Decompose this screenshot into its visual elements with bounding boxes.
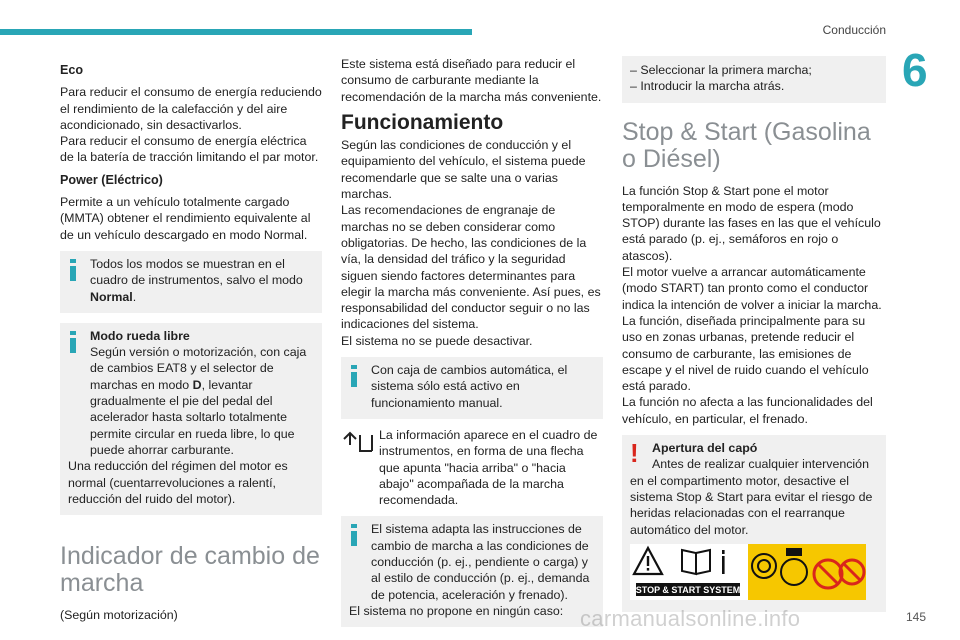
info-box-adapt-text: El sistema adapta las instrucciones de cambio de marcha a las condiciones de conducción (p. ej., pendiente o carga) y al estilo de conducción (p. ej., demanda de potencia, aceleración y frenado). (371, 522, 590, 602)
stop-start-p4: La función no afecta a las funcionalidades del vehículo, en particular, el frenado. (622, 395, 873, 426)
warning-title: Apertura del capó (652, 441, 758, 456)
eco-heading: Eco (60, 63, 84, 77)
funcionamiento-p2: Las recomendaciones de engranaje de marchas no se deben considerar como obligatorias. De hecho, las condiciones de la vía, la densidad del tráfico y la seguridad siguen siendo factores determinantes para elegir la marcha más conveniente. Así pues, es responsabilidad del conductor seguir o no las indicaciones del sistema. (341, 203, 601, 332)
list-item: – Introducir la marcha atrás. (630, 79, 785, 94)
info-box-text: Todos los modos se muestran en el cuadro de instrumentos, salvo el modo Normal. (90, 256, 303, 304)
stop-start-p2: El motor vuelve a arrancar automáticamente (modo START) tan pronto como el conductor indica la intención de volver a iniciar la marcha. (622, 265, 882, 312)
watermark: carmanualsonline.info (580, 606, 801, 631)
section-title: Indicador de cambio de marcha (60, 542, 320, 598)
stop-start-system-label (630, 544, 866, 600)
info-icon (70, 259, 76, 281)
funcionamiento-p1: Según las condiciones de conducción y el equipamiento del vehículo, el sistema puede recomendarle que se salte una o varias marchas. (341, 138, 586, 202)
chapter-title: Conducción (822, 23, 886, 37)
power-paragraph: Permite a un vehículo totalmente cargado (MMTA) obtener el rendimiento equivalente al de un vehículo descargado en modo Normal. (60, 195, 311, 242)
label-text: STOP & START SYSTEM (635, 584, 741, 595)
info-box-freewheel (60, 323, 322, 515)
info-icon (70, 331, 76, 353)
info-box-modes (60, 251, 322, 313)
column-left (60, 56, 322, 623)
freewheel-title: Modo rueda libre (90, 328, 190, 343)
stop-start-p1: La función Stop & Start pone el motor temporalmente en modo de espera (modo STOP) durante las fases en las que el vehículo está parado (p. ej., semáforos en rojo o atascos). (622, 183, 881, 263)
top-accent-bar (0, 29, 472, 35)
stop-start-p3: La función, diseñada principalmente para su uso en zonas urbanas, pretende reducir el consumo de carburante, las emisiones de escape y el nivel de ruido cuando el vehículo está parado. (622, 313, 869, 394)
section-subtitle: (Según motorización) (60, 608, 178, 623)
stop-start-title: Stop & Start (Gasolina o Diésel) (622, 117, 871, 173)
info-box-adapt-note: El sistema no propone en ningún caso: (349, 603, 564, 618)
info-icon (351, 524, 357, 546)
eco-paragraph-1: Para reducir el consumo de energía reduciendo el rendimiento de la calefacción y del aire acondicionado, sin desactivarlos. (60, 85, 322, 132)
freewheel-text: Según versión o motorización, con caja de cambios EAT8 y el selector de marchas en modo D, levantar gradualmente el pie del pedal del acelerador hasta soltarlo totalmente permite circular en rueda libre, lo que puede ahorrar carburante. (90, 345, 307, 457)
warning-box-hood (622, 435, 886, 612)
info-box-adapt (341, 516, 603, 627)
chapter-number: 6 (888, 44, 960, 96)
column-middle (341, 56, 603, 635)
page-number: 145 (905, 610, 926, 624)
funcionamiento-p3: El sistema no se puede desactivar. (341, 333, 533, 348)
info-box-automatic-text: Con caja de cambios automática, el sistema sólo está activo en funcionamiento manual. (371, 363, 568, 410)
column-right (622, 56, 886, 620)
funcionamiento-heading: Funcionamiento (341, 110, 504, 134)
gear-shift-arrow-icon (341, 429, 375, 457)
warning-text: Antes de realizar cualquier intervención en el compartimento motor, desactive el sistema Stop & Start para evitar el riesgo de heridas relacionadas con el rearranque automático del motor. (630, 457, 873, 537)
list-item: – Seleccionar la primera marcha; (630, 63, 812, 77)
exceptions-list (622, 56, 886, 103)
intro-paragraph: Este sistema está diseñado para reducir el consumo de carburante mediante la recomendación de la marcha más conveniente. (341, 57, 602, 104)
info-box-automatic (341, 357, 603, 419)
freewheel-note: Una reducción del régimen del motor es normal (cuentarrevoluciones a ralentí, reducción del ruido del motor). (68, 459, 288, 506)
power-heading: Power (Eléctrico) (60, 172, 163, 187)
gear-indicator-row (341, 427, 603, 508)
info-icon (351, 365, 357, 387)
warning-icon: ! (630, 438, 639, 469)
eco-paragraph-2: Para reducir el consumo de energía eléctrica de la batería de tracción limitando el par motor. (60, 134, 319, 165)
gear-indicator-text: La información aparece en el cuadro de instrumentos, en forma de una flecha que apunta "hacia arriba" o "hacia abajo" acompañada de la marcha recomendada. (379, 427, 598, 508)
